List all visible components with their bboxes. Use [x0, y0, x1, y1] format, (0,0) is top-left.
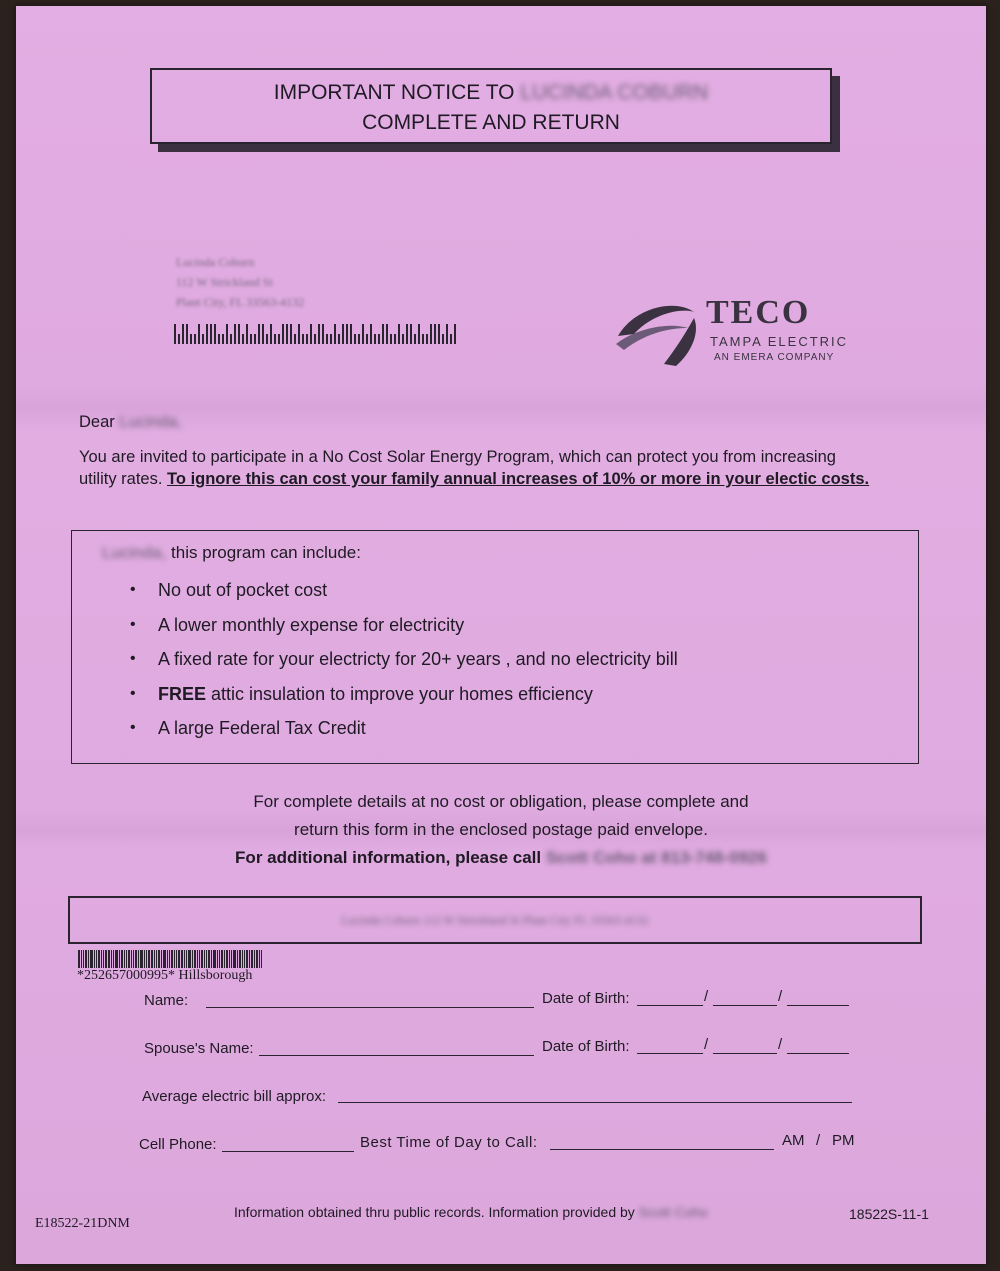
benefit-text: attic insulation to improve your homes efficiency [206, 683, 593, 704]
form-barcode-bar [204, 950, 205, 968]
postal-barcode-bar [446, 324, 448, 344]
postal-barcode-bar [406, 324, 408, 344]
postal-barcode-bar [378, 334, 380, 344]
form-barcode-bar [176, 950, 177, 968]
form-barcode-bar [249, 950, 250, 968]
salutation-name: Lucinda, [119, 413, 182, 431]
name-field[interactable] [206, 1007, 534, 1008]
details-line-3 [16, 844, 986, 872]
postal-barcode-bar [298, 324, 300, 344]
benefit-item [130, 573, 678, 608]
postal-barcode-bar [350, 324, 352, 344]
postal-barcode-bar [402, 334, 404, 344]
form-barcode-bar [105, 950, 107, 968]
postal-barcode-bar [310, 324, 312, 344]
am-option[interactable]: AM [782, 1132, 805, 1149]
form-barcode-bar [90, 950, 93, 968]
postal-barcode-bar [218, 334, 220, 344]
form-barcode-bar [154, 950, 155, 968]
teco-swoosh-icon [614, 298, 702, 368]
cell-phone-label: Cell Phone: [139, 1136, 217, 1153]
logo-wordmark: TECO [706, 294, 811, 331]
benefit-text: A large Federal Tax Credit [158, 718, 366, 738]
postal-barcode-bar [354, 334, 356, 344]
postal-barcode-bar [242, 334, 244, 344]
form-barcode-bar [119, 950, 120, 968]
form-barcode-bar [133, 950, 134, 968]
postal-barcode-bar [306, 334, 308, 344]
postal-barcode-bar [338, 334, 340, 344]
postal-barcode-bar [366, 334, 368, 344]
form-barcode-bar [101, 950, 102, 968]
benefit-text: No out of pocket cost [158, 580, 328, 600]
form-barcode-bar [244, 950, 245, 968]
benefits-list [130, 573, 678, 746]
dob-slash: / [704, 988, 709, 1005]
postal-barcode-bar [186, 324, 188, 344]
form-barcode-bar [85, 950, 87, 968]
address-line: 112 W Strickland St [176, 275, 273, 289]
footer-code-right: 18522S-11-1 [849, 1206, 929, 1222]
form-barcode-bar [108, 950, 110, 968]
dob-slash: / [704, 1036, 709, 1053]
salutation-word: Dear [79, 413, 115, 431]
footer-code-left: E18522-21DNM [35, 1216, 130, 1231]
logo-tagline: AN EMERA COMPANY [714, 352, 835, 363]
form-barcode-bar [197, 950, 198, 968]
form-barcode-bar [94, 950, 95, 968]
barcode-number: *252657000995* Hillsborough [77, 968, 253, 983]
postal-barcode-bar [414, 334, 416, 344]
intro-line-2 [79, 468, 939, 490]
spouse-dob-month-field[interactable] [637, 1053, 703, 1054]
postal-barcode-bar [346, 324, 348, 344]
postal-barcode-bar [410, 324, 412, 344]
form-barcode-bar [135, 950, 137, 968]
form-barcode-bar [184, 950, 185, 968]
benefits-intro-text: this program can include: [171, 543, 361, 562]
form-barcode-bar [161, 950, 162, 968]
postal-barcode-bar [262, 324, 264, 344]
form-barcode-bar [126, 950, 127, 968]
form-barcode-bar [246, 950, 248, 968]
postal-barcode-bar [278, 334, 280, 344]
postal-barcode-bar [386, 324, 388, 344]
benefit-text: A fixed rate for your electricty for 20+ years , and no electricity bill [158, 649, 678, 669]
postal-barcode-bar [286, 324, 288, 344]
postal-barcode-bar [422, 334, 424, 344]
form-barcode-bar [151, 950, 153, 968]
notice-recipient-name: LUCINDA COBURN [520, 81, 709, 104]
postal-barcode-bar [326, 334, 328, 344]
intro-paragraph [79, 446, 939, 490]
postal-barcode-bar [418, 324, 420, 344]
postal-barcode-bar [362, 324, 364, 344]
postal-barcode-bar [302, 334, 304, 344]
postal-barcode-bar [238, 324, 240, 344]
form-barcode [78, 950, 338, 968]
form-barcode-bar [206, 950, 207, 968]
postal-barcode-bar [438, 324, 440, 344]
postal-barcode-bar [394, 334, 396, 344]
form-barcode-bar [128, 950, 130, 968]
postal-barcode-bar [374, 334, 376, 344]
details-line-1: For complete details at no cost or obligation, please complete and [253, 792, 749, 811]
form-barcode-bar [194, 950, 196, 968]
benefit-item [130, 677, 678, 712]
benefits-box [71, 530, 919, 764]
form-barcode-bar [140, 950, 143, 968]
benefits-intro [102, 543, 361, 563]
form-barcode-bar [115, 950, 118, 968]
form-barcode-bar [83, 950, 84, 968]
form-barcode-bar [188, 950, 191, 968]
form-barcode-bar [211, 950, 212, 968]
spouse-dob-day-field[interactable] [713, 1053, 777, 1054]
form-barcode-bar [103, 950, 104, 968]
form-barcode-bar [88, 950, 89, 968]
form-barcode-bar [259, 950, 260, 968]
form-barcode-bar [192, 950, 193, 968]
address-line: Lucinda Coburn [176, 255, 255, 269]
form-barcode-bar [167, 950, 168, 968]
warning-text: To ignore this can cost your family annual increases of 10% or more in your electic costs. [167, 470, 870, 488]
postal-barcode-bar [382, 324, 384, 344]
call-prompt: For additional information, please call [235, 848, 542, 867]
notice-prefix: IMPORTANT NOTICE TO [273, 81, 515, 104]
form-barcode-bar [213, 950, 216, 968]
address-line: Plant City, FL 33563-4132 [176, 295, 305, 309]
best-time-label: Best Time of Day to Call: [360, 1134, 538, 1151]
logo-subtitle: TAMPA ELECTRIC [710, 334, 849, 349]
notice-line-1 [152, 78, 830, 108]
form-barcode-bar [237, 950, 238, 968]
dob-slash: / [778, 988, 783, 1005]
form-barcode-bar [174, 950, 175, 968]
postal-barcode-bar [182, 324, 184, 344]
form-barcode-bar [251, 950, 253, 968]
postal-barcode-bar [430, 324, 432, 344]
benefit-bold: FREE [158, 683, 207, 704]
form-barcode-bar [113, 950, 114, 968]
postal-barcode-bar [434, 324, 436, 344]
form-barcode-bar [131, 950, 132, 968]
form-barcode-bar [224, 950, 225, 968]
postal-barcode-bar [174, 324, 176, 344]
postal-barcode-bar [178, 334, 180, 344]
postal-barcode-bar [370, 324, 372, 344]
form-barcode-bar [96, 950, 97, 968]
postal-barcode-bar [198, 324, 200, 344]
postal-barcode-bar [234, 324, 236, 344]
details-line-2: return this form in the enclosed postage paid envelope. [294, 820, 708, 839]
postal-barcode-bar [254, 334, 256, 344]
bill-field[interactable] [338, 1102, 852, 1103]
form-barcode-bar [186, 950, 187, 968]
spouse-name-field[interactable] [259, 1055, 534, 1056]
benefits-intro-name: Lucinda, [102, 543, 167, 562]
postal-barcode-bar [210, 324, 212, 344]
form-barcode-bar [208, 950, 210, 968]
form-barcode-bar [201, 950, 203, 968]
postal-barcode-bar [226, 324, 228, 344]
footer-note-text: Information obtained thru public records. Information provided by [234, 1204, 635, 1220]
postal-barcode-bar [318, 324, 320, 344]
notice-line-2: COMPLETE AND RETURN [362, 111, 620, 134]
postal-barcode-bar [206, 324, 208, 344]
footer-note-redacted: Scott Coho [638, 1204, 708, 1220]
postal-barcode-bar [454, 324, 456, 344]
postal-barcode-bar [390, 334, 392, 344]
form-barcode-bar [121, 950, 123, 968]
form-barcode-bar [226, 950, 228, 968]
postal-barcode-bar [190, 334, 192, 344]
spouse-dob-label: Date of Birth: [542, 1038, 630, 1055]
form-barcode-bar [242, 950, 243, 968]
form-barcode-bar [169, 950, 170, 968]
postal-barcode-bar [250, 334, 252, 344]
form-barcode-bar [158, 950, 160, 968]
return-address-text: Lucinda Coburn 112 W Strickland St Plant City FL 33563-4132 [341, 913, 649, 927]
form-barcode-bar [144, 950, 145, 968]
form-barcode-bar [239, 950, 241, 968]
postal-barcode-bar [322, 324, 324, 344]
form-barcode-bar [233, 950, 236, 968]
postal-barcode-bar [358, 334, 360, 344]
postal-barcode-bar [222, 334, 224, 344]
postal-barcode-bar [398, 324, 400, 344]
benefit-item [130, 642, 678, 677]
postal-barcode-bar [294, 334, 296, 344]
form-barcode-bar [231, 950, 232, 968]
postal-barcode-bar [426, 334, 428, 344]
form-barcode-bar [146, 950, 147, 968]
notice-header-box [150, 68, 832, 144]
spouse-name-label: Spouse's Name: [144, 1040, 254, 1057]
postal-barcode-bar [330, 334, 332, 344]
salutation [79, 411, 182, 433]
pm-option[interactable]: PM [832, 1132, 855, 1149]
form-barcode-bar [229, 950, 230, 968]
benefit-item [130, 711, 678, 746]
form-barcode-bar [81, 950, 82, 968]
form-barcode-bar [217, 950, 218, 968]
form-barcode-bar [221, 950, 223, 968]
form-barcode-bar [111, 950, 112, 968]
name-label: Name: [144, 992, 189, 1009]
postal-barcode-bar [334, 324, 336, 344]
am-pm-separator: / [816, 1132, 821, 1149]
postal-barcode-bar [214, 324, 216, 344]
postal-barcode-bar [246, 324, 248, 344]
dob-year-field[interactable] [787, 1005, 849, 1006]
cell-phone-field[interactable] [222, 1151, 354, 1152]
postal-barcode-bar [194, 334, 196, 344]
form-barcode-bar [163, 950, 166, 968]
intro-line-1: You are invited to participate in a No Cost Solar Energy Program, which can protect you from increasing [79, 448, 836, 466]
form-barcode-bar [78, 950, 80, 968]
best-time-field[interactable] [550, 1149, 774, 1150]
form-barcode-bar [181, 950, 183, 968]
postal-barcode-bar [314, 334, 316, 344]
form-barcode-bar [98, 950, 100, 968]
postal-barcode-bar [258, 324, 260, 344]
postal-barcode-bar [274, 334, 276, 344]
postal-barcode-bar [270, 324, 272, 344]
spouse-dob-year-field[interactable] [787, 1053, 849, 1054]
form-barcode-bar [124, 950, 125, 968]
postal-barcode-bar [342, 324, 344, 344]
call-contact: Scott Coho at 813-748-0926 [545, 848, 767, 867]
letter-paper [16, 6, 986, 1264]
form-barcode-bar [261, 950, 262, 968]
form-barcode-bar [256, 950, 258, 968]
dob-month-field[interactable] [637, 1005, 703, 1006]
teco-logo [614, 294, 914, 374]
intro-line-2-prefix: utility rates. [79, 470, 163, 488]
form-barcode-bar [148, 950, 150, 968]
dob-day-field[interactable] [713, 1005, 777, 1006]
benefit-item [130, 608, 678, 643]
bill-label: Average electric bill approx: [142, 1088, 326, 1105]
return-address-box [68, 896, 922, 944]
form-barcode-bar [171, 950, 173, 968]
form-barcode-bar [178, 950, 180, 968]
dob-label: Date of Birth: [542, 990, 630, 1007]
form-barcode-bar [156, 950, 157, 968]
form-barcode-bar [138, 950, 139, 968]
postal-barcode-bar [266, 334, 268, 344]
dob-slash: / [778, 1036, 783, 1053]
footer-note [234, 1204, 708, 1220]
postal-barcode-bar [290, 324, 292, 344]
postal-barcode-bar [202, 334, 204, 344]
benefit-text: A lower monthly expense for electricity [158, 614, 465, 635]
postal-barcode-bar [230, 334, 232, 344]
form-barcode-bar [254, 950, 255, 968]
form-barcode-bar [219, 950, 220, 968]
mailing-address [176, 252, 304, 312]
postal-barcode-bar [282, 324, 284, 344]
form-barcode-bar [199, 950, 200, 968]
postal-barcode [174, 322, 476, 344]
postal-barcode-bar [442, 334, 444, 344]
postal-barcode-bar [450, 334, 452, 344]
